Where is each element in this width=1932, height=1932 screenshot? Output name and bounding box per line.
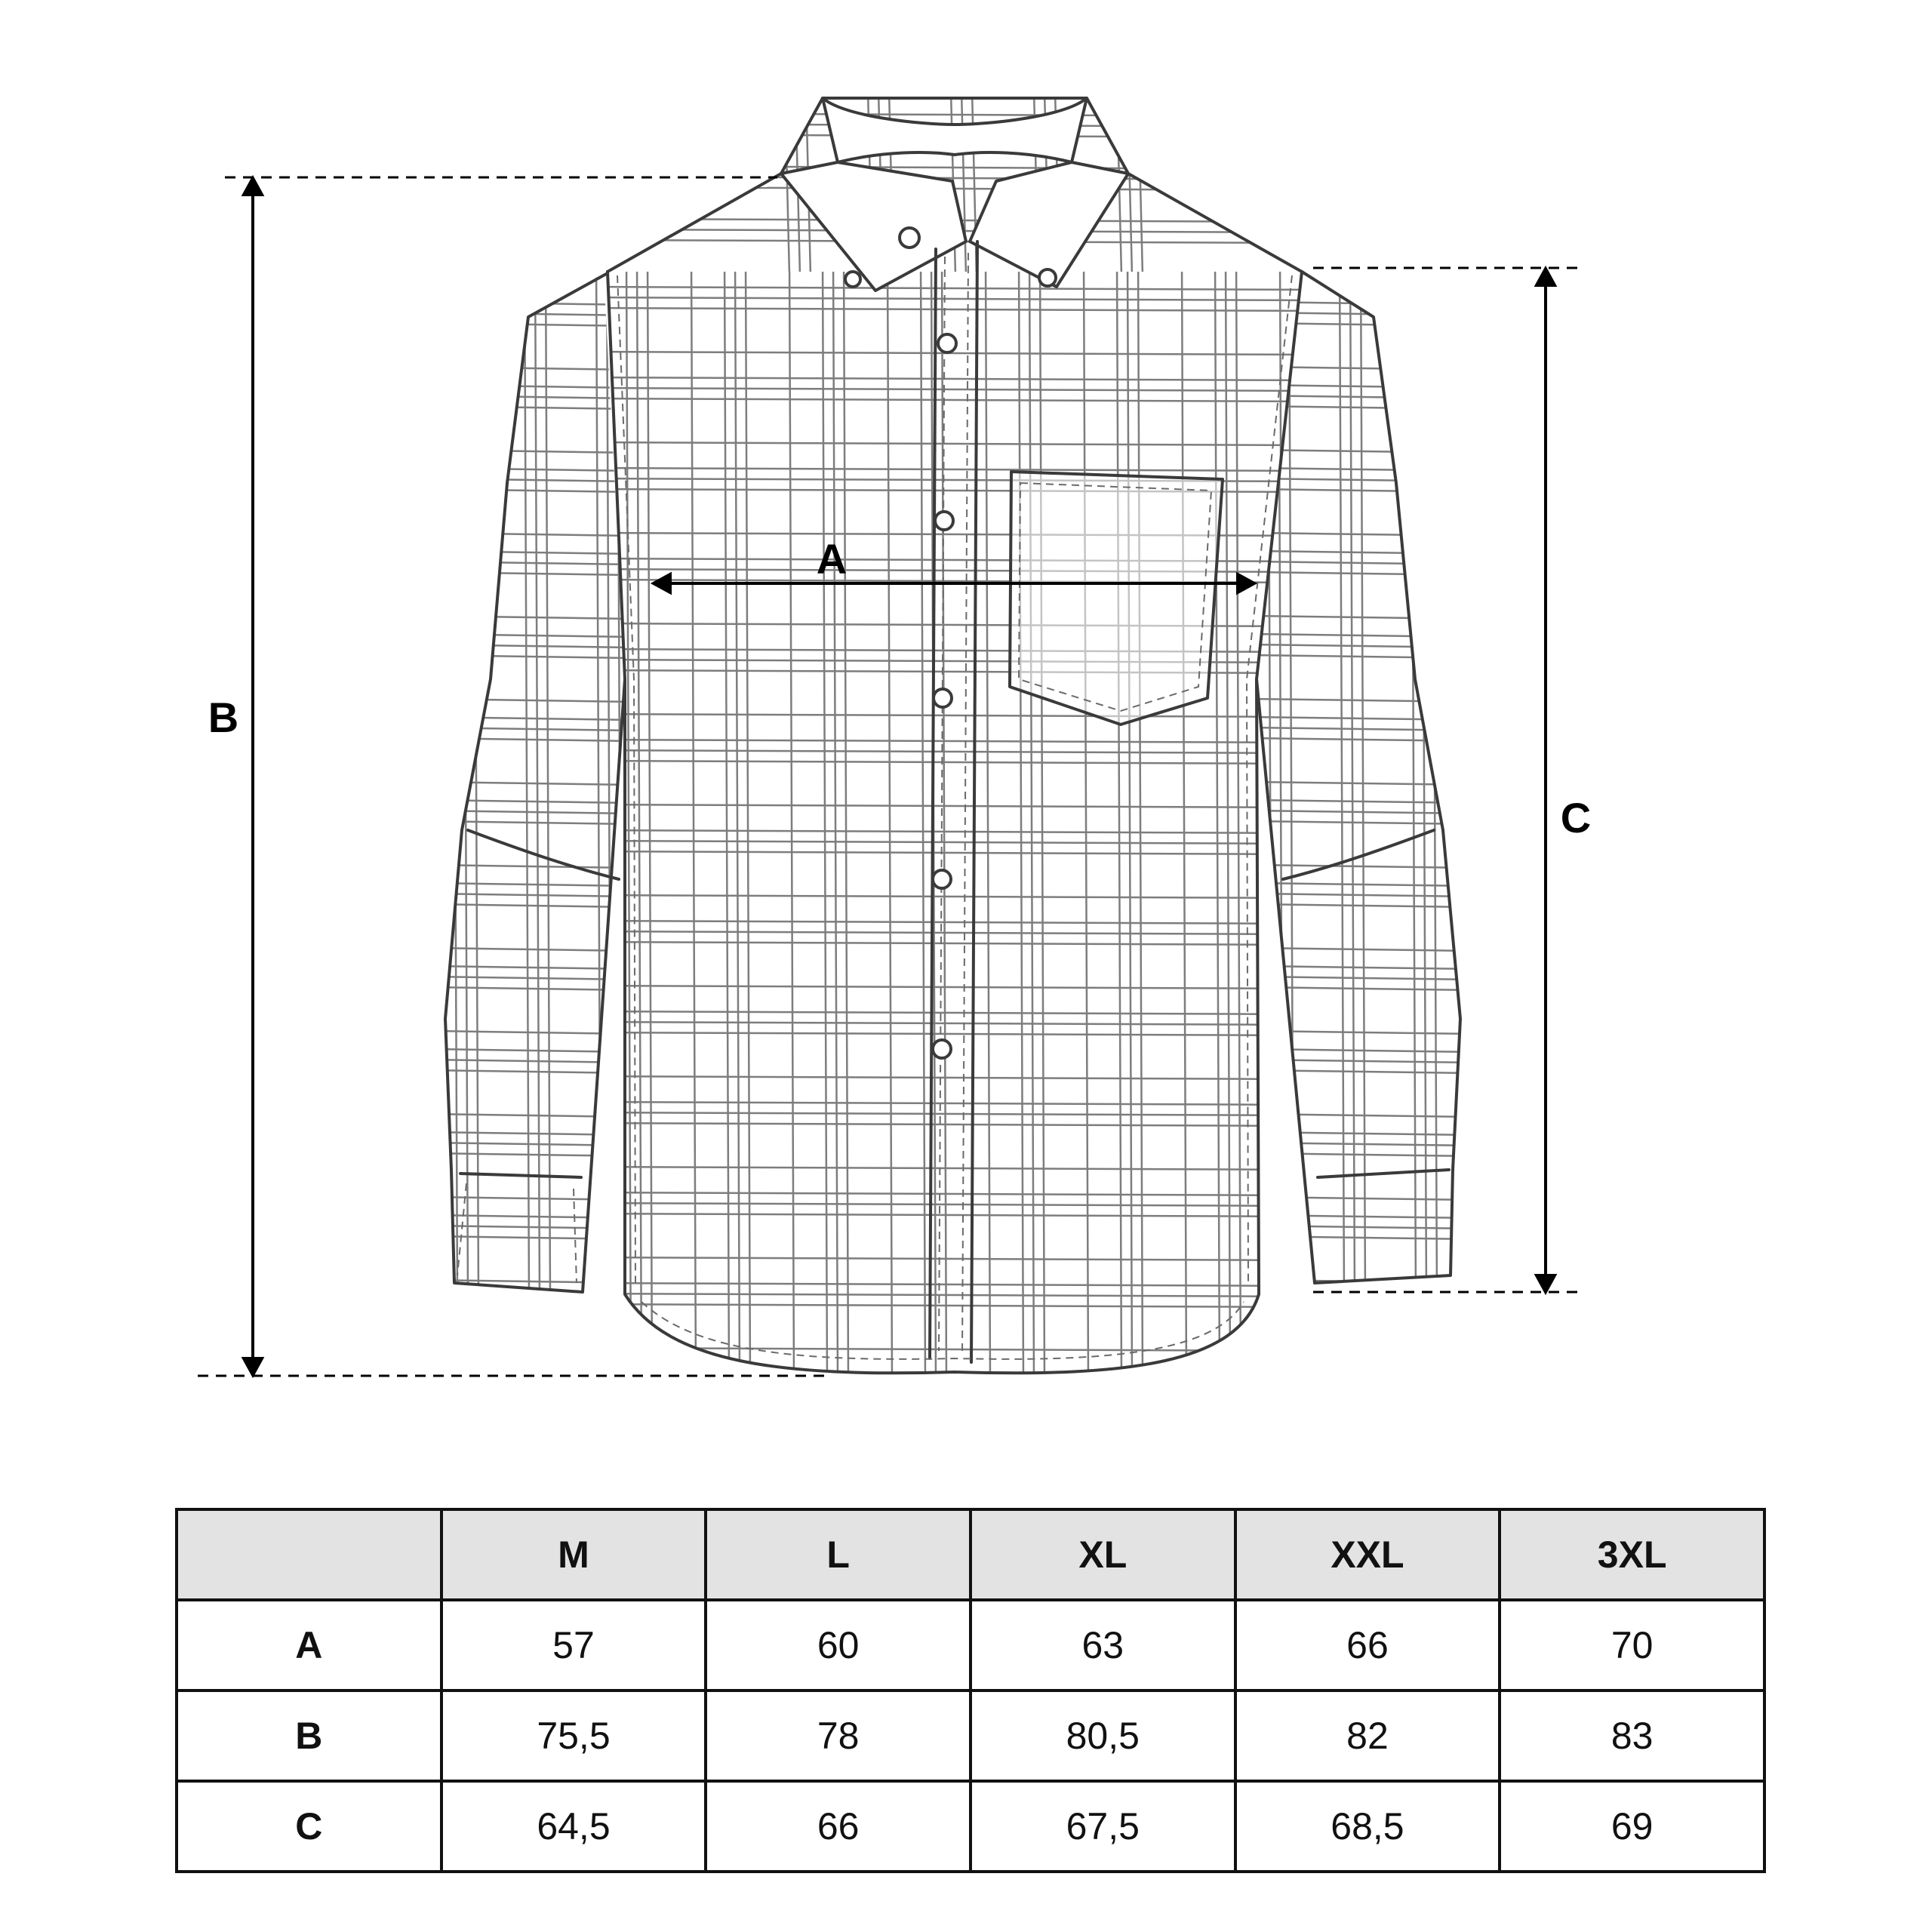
table-row	[177, 1600, 1764, 1690]
cell-value: 69	[1500, 1781, 1764, 1872]
cell-value: 64,5	[441, 1781, 706, 1872]
cell-value: 57	[441, 1600, 706, 1690]
table-row	[177, 1690, 1764, 1781]
cell-value: 67,5	[971, 1781, 1235, 1872]
right-elbow-crease	[1283, 830, 1434, 879]
cell-value: 68,5	[1235, 1781, 1500, 1872]
collar-button-right	[1039, 269, 1056, 286]
collar-button-left	[900, 228, 919, 248]
size-header-row	[177, 1509, 1764, 1600]
shirt-drawing	[430, 91, 1472, 1381]
placket-button-1	[938, 334, 956, 352]
row-label-c: C	[177, 1781, 441, 1872]
collar-band	[823, 98, 1087, 162]
plaid-pattern-left-sleeve	[430, 257, 634, 1298]
a-arrow-right	[1238, 574, 1254, 592]
body-outline	[608, 272, 1302, 1373]
row-label-b: B	[177, 1690, 441, 1781]
label-a: A	[816, 535, 848, 583]
placket-button-3	[934, 689, 952, 707]
b-arrow-bottom	[244, 1358, 262, 1375]
table-corner-cell	[177, 1509, 441, 1600]
size-chart-table	[175, 1508, 1766, 1873]
cell-value: 82	[1235, 1690, 1500, 1781]
a-arrow-left	[654, 574, 670, 592]
cell-value: 83	[1500, 1690, 1764, 1781]
cell-value: 75,5	[441, 1690, 706, 1781]
size-header-3xl: 3XL	[1500, 1509, 1764, 1600]
c-arrow-top	[1537, 269, 1555, 285]
cell-value: 66	[1235, 1600, 1500, 1690]
cell-value: 80,5	[971, 1690, 1235, 1781]
cell-value: 66	[706, 1781, 971, 1872]
cell-value: 78	[706, 1690, 971, 1781]
right-sleeve-outline	[1257, 272, 1460, 1283]
b-arrow-top	[244, 178, 262, 195]
size-header-xl: XL	[971, 1509, 1235, 1600]
placket-button-5	[933, 1040, 951, 1058]
size-header-m: M	[441, 1509, 706, 1600]
cell-value: 63	[971, 1600, 1235, 1690]
c-arrow-bottom	[1537, 1275, 1555, 1292]
cell-value: 70	[1500, 1600, 1764, 1690]
plaid-pattern-body	[589, 257, 1313, 1381]
size-header-l: L	[706, 1509, 971, 1600]
size-header-xxl: XXL	[1235, 1509, 1500, 1600]
right-cuff-seam	[1318, 1170, 1449, 1177]
label-b: B	[208, 694, 239, 741]
cell-value: 60	[706, 1600, 971, 1690]
placket-button-4	[933, 870, 951, 888]
label-c: C	[1560, 794, 1592, 841]
collar-button-tip	[845, 272, 860, 287]
row-label-a: A	[177, 1600, 441, 1690]
placket-button-2	[935, 512, 953, 530]
left-elbow-crease	[468, 830, 619, 879]
table-row	[177, 1781, 1764, 1872]
